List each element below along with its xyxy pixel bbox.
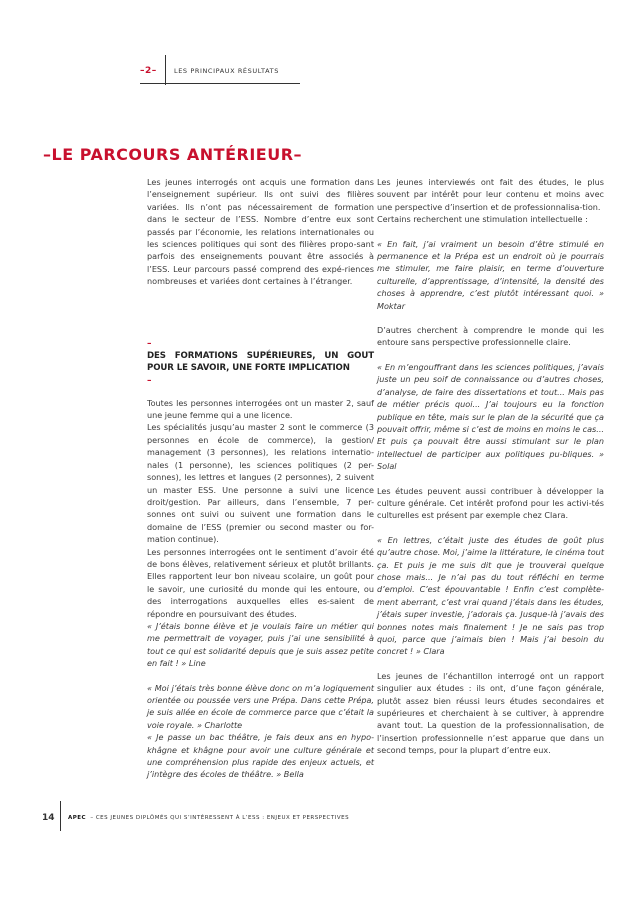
right-column (377, 176, 604, 757)
subtitle-dash-bottom: – (147, 375, 152, 386)
paragraph: Les personnes interrogées ont le sentiment d’avoir été de bons élèves, relativement sérieux et plutôt brillants. Elles rapportent leur bon niveau scolaire, un goût pour le savoir, une curiosité du monde qui les entoure, ou des interrogations auxquelles elles es-saient de répondre en poursuivant des études. (147, 546, 374, 619)
paragraph: Les spécialités jusqu’au master 2 sont le commerce (3 personnes en école de commerce), la gestion/ management (3 personnes), les relations internatio-nales (1 personne), les sciences politiques (2 per-sonnes), les lettres et langues (2 personnes), 2 suivent un master ESS. Une personne a suivi une licence droit/gestion. Par ailleurs, dans l’ensemble, 7 per-sonnes ont suivi ou suivent une formation dans le domaine de l’ESS (premier ou second master ou for-mation continue). (147, 422, 374, 545)
paragraph: Les jeunes de l’échantillon interrogé ont un rapport singulier aux études : ils ont, d’une façon générale, plutôt assez bien réussi leurs études secondaires et supérieures et cherchaient à se cultiver, à apprendre avant tout. La question de la professionnalisation, de l’insertion professionnelle n’est apparue que dans un second temps, pour la plupart d’entre eux. (377, 670, 604, 756)
footer-divider (60, 801, 61, 831)
footer-text (68, 815, 349, 821)
chapter-number: –2– (140, 66, 157, 76)
quote: « En lettres, c’était juste des études de goût plus qu’autre chose. Moi, j’aime la littérature, le cinéma tout ça. Et puis je me suis dit que je trouverai quelque chose mais... Je n’ai pas du tout réfléchi en terme d’emploi. C’est épouvantable ! Enfin c’est complète-ment aberrant, c’est vrai quand j’étais dans les études, j’étais super investie, j’adorais ça. Jusque-là j’avais des bonnes notes mais finalement ! Je ne sais pas trop quoi, parce que j’aimais bien ! Mais j’ai besoin du concret ! » Clara (377, 534, 604, 657)
left-column (147, 176, 374, 781)
paragraph: Les jeunes interviewés ont fait des études, le plus souvent par intérêt pour leur contenu et moins avec une perspective d’insertion et de professionnalisa-tion. (377, 177, 604, 212)
paragraph: D’autres cherchent à comprendre le monde qui les entoure sans perspective professionnelle claire. (377, 325, 604, 348)
quote: « Moi j’étais très bonne élève donc on m’a logiquement orientée ou poussée vers une Prépa. Dans cette Prépa, je suis allée en école de commerce parce que c’était la voie royale. » Charlotte (147, 682, 374, 730)
chapter-title: LES PRINCIPAUX RÉSULTATS (174, 67, 279, 75)
paragraph: Toutes les personnes interrogées ont un master 2, sauf une jeune femme qui a une licence. (147, 397, 374, 421)
header-rule (140, 83, 300, 84)
quote: « Je passe un bac théâtre, je fais deux ans en hypo-khâgne et khâgne pour avoir une culture générale et une compréhension plus rapide des enjeux actuels, et j’intègre des écoles de théâtre. » Bella (147, 732, 374, 780)
header-divider (165, 55, 166, 85)
quote: « En m’engouffrant dans les sciences politiques, j’avais juste un peu soif de connaissance ou d’autres choses, d’analyse, de faire des dissertations et tout... Mais pas de métier précis quoi... J’ai toujours eu la fonction publique en tête, mais sur le plan de la sécurité que ça pouvait offrir, même si c’est de moins en moins le cas... Et puis ça pouvait être aussi stimulant sur le plan intellectuel de participer aux politiques pu-bliques. » Solal (377, 361, 604, 472)
footer-title: – CES JEUNES DIPLÔMÉS QUI S’INTÉRESSENT À L’ESS : ENJEUX ET PERSPECTIVES (90, 815, 350, 821)
footer-brand: APEC (68, 815, 87, 821)
subsection-title: DES FORMATIONS SUPÉRIEURES, UN GOUT POUR LE SAVOIR, UNE FORTE IMPLICATION (147, 350, 374, 374)
paragraph: Les études peuvent aussi contribuer à développer la culture générale. Cet intérêt profond pour les activi-tés culturelles est présent par exemple chez Clara. (377, 485, 604, 521)
intro-paragraph: Les jeunes interrogés ont acquis une formation dans l’enseignement supérieur. Ils ont suivi des filières variées. Ils n’ont pas nécessairement de formation dans le secteur de l’ESS. Nombre d’entre eux sont passés par l’économie, les relations internationales ou les sciences politiques qui sont des filières propo-sant parfois des enseignements pouvant être associés à l’ESS. Leur parcours passé comprend des expé-riences nombreuses et variées dont certaines à l’étranger. (147, 177, 374, 287)
page-number: 14 (42, 813, 55, 823)
quote: « J’étais bonne élève et je voulais faire un métier qui me permettrait de voyager, puis j’ai une sensibilité à tout ce qui est solidarité depuis que je suis assez petite en fait ! » Line (147, 620, 374, 669)
quote: « En fait, j’ai vraiment un besoin d’être stimulé en permanence et la Prépa est un endroit où je pourrais me stimuler, me faire plaisir, en terme d’ouverture culturelle, d’apprentissage, d’intensité, la densité des choses à apprendre, c’est plutôt intéressant quoi. » Moktar (377, 238, 604, 311)
paragraph: Certains recherchent une stimulation intellectuelle : (377, 214, 588, 225)
section-title: –LE PARCOURS ANTÉRIEUR– (43, 145, 303, 164)
subtitle-dash-top: – (147, 338, 152, 349)
